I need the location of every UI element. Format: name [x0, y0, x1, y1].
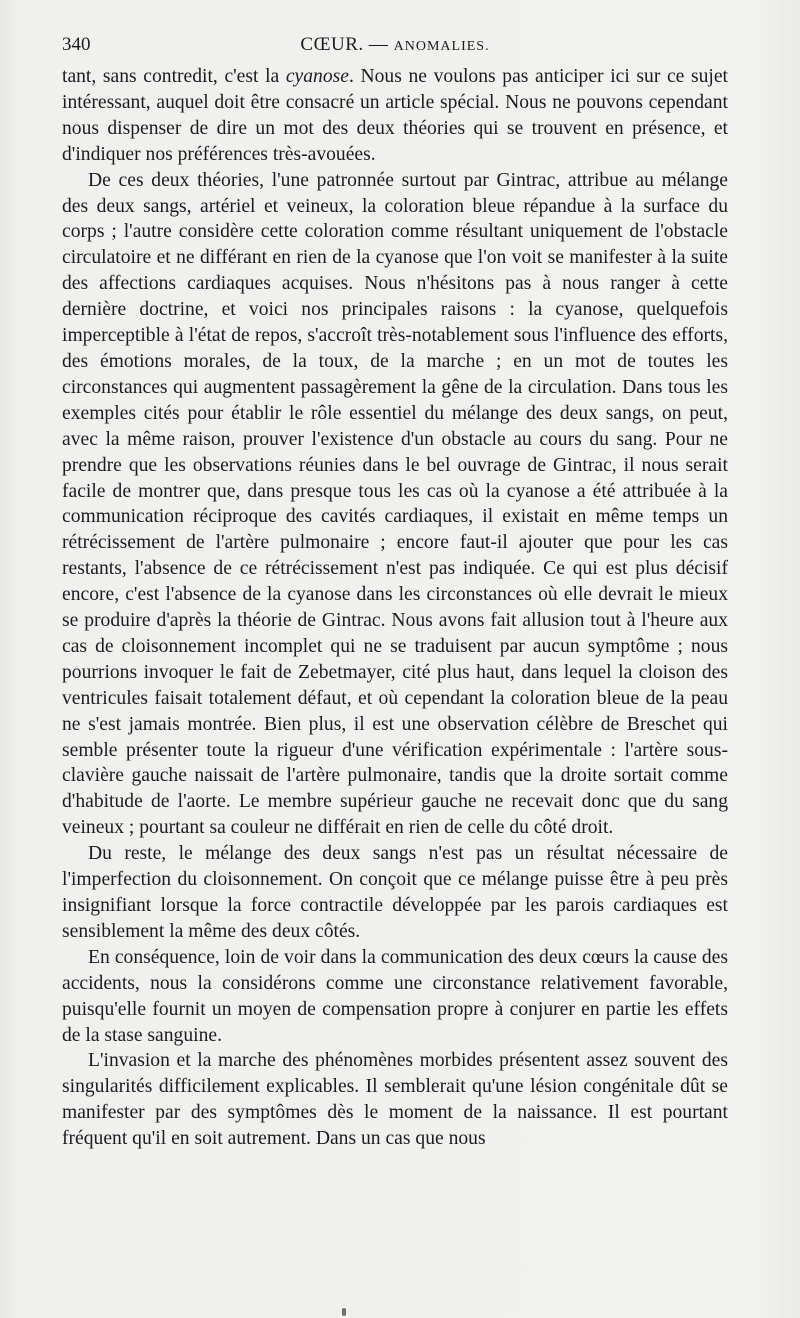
paragraph-1-after: . Nous ne voulons pas anticiper ici sur ce sujet intéressant, auquel doit être consacré un article spécial. Nous ne pouvons cependant nous dispenser de dire un mot des deux théories qui se trouvent en présence, et d'indiquer nos préférences très-avouées.	[62, 66, 729, 165]
paragraph-2: De ces deux théories, l'une patronnée surtout par Gintrac, attribue au mélange des deux sangs, artériel et veineux, la coloration bleue répandue à la surface du corps ; l'autre considère cette coloration comme résultant uniquement de l'obstacle circulatoire et ne différant en rien de la cyanose que l'on voit se manifester à la suite des affections cardiaques acquises. Nous n'hésitons pas à nous ranger à cette dernière doctrine, et voici nos principales raisons : la cyanose, quelquefois imperceptible à l'état de repos, s'accroît très-notablement sous l'influence des efforts, des émotions morales, de la toux, de la marche ; en un mot de toutes les circonstances qui augmentent passagèrement la gêne de la circulation. Dans tous les exemples cités pour établir le rôle essentiel du mélange des deux sangs, on peut, avec la même raison, prouver l'existence d'un obstacle au cours du sang. Pour ne prendre que les observations réunies dans le bel ouvrage de Gintrac, il nous serait facile de montrer que, dans presque tous les cas où la cyanose a été attribuée à la communication réciproque des cavités cardiaques, il existait en même temps un rétrécissement de l'artère pulmonaire ; encore faut-il ajouter que pour les cas restants, l'absence de ce rétrécissement n'est pas indiquée. Ce qui est plus décisif encore, c'est l'absence de la cyanose dans les circonstances où elle devrait le mieux se produire d'après la théorie de Gintrac. Nous avons fait allusion tout à l'heure aux cas de cloisonnement incomplet qui ne se traduisent par aucun symptôme ; nous pourrions invoquer le fait de Zebetmayer, cité plus haut, dans lequel la cloison des ventricules faisait totalement défaut, et où cependant la coloration bleue de la peau ne s'est jamais montrée. Bien plus, il est une observation célèbre de Breschet qui semble présenter toute la rigueur d'une vérification expérimentale : l'artère sous-clavière gauche naissait de l'artère pulmonaire, tandis que la droite sortait comme d'habitude de l'aorte. Le membre supérieur gauche ne recevait donc que du sang veineux ; pourtant sa couleur ne différait en rien de celle du côté droit.	[62, 169, 728, 839]
emphasis-cyanose: cyanose	[285, 66, 349, 87]
ink-mark	[342, 1308, 346, 1316]
page-number: 340	[62, 34, 91, 55]
paragraph-4: En conséquence, loin de voir dans la communication des deux cœurs la cause des accidents, nous la considérons comme une circonstance relativement favorable, puisqu'elle fournit un moyen de compensation propre à conjurer en partie les effets de la stase sanguine.	[62, 946, 728, 1046]
running-head	[62, 34, 728, 58]
running-head-section: ANOMALIES.	[393, 39, 490, 54]
page-header	[62, 34, 728, 56]
paragraph-5: L'invasion et la marche des phénomènes morbides présentent assez souvent des singularités difficilement explicables. Il semblerait qu'une lésion congénitale dût se manifester par des symptômes dès le moment de la naissance. Il est pourtant fréquent qu'il en soit autrement. Dans un cas que nous	[62, 1050, 728, 1150]
paragraph-3: Du reste, le mélange des deux sangs n'est pas un résultat nécessaire de l'imperfection du cloisonnement. On conçoit que ce mélange puisse être à peu près insignifiant lorsque la force contractile développée par les parois cardiaques est sensiblement la même des deux côtés.	[62, 843, 728, 942]
paragraph-1	[62, 64, 728, 168]
body-text	[62, 64, 728, 1152]
running-head-separator: —	[368, 34, 389, 55]
running-head-main: CŒUR.	[300, 34, 364, 55]
paragraph-1-before: tant, sans contredit, c'est la	[62, 66, 286, 87]
